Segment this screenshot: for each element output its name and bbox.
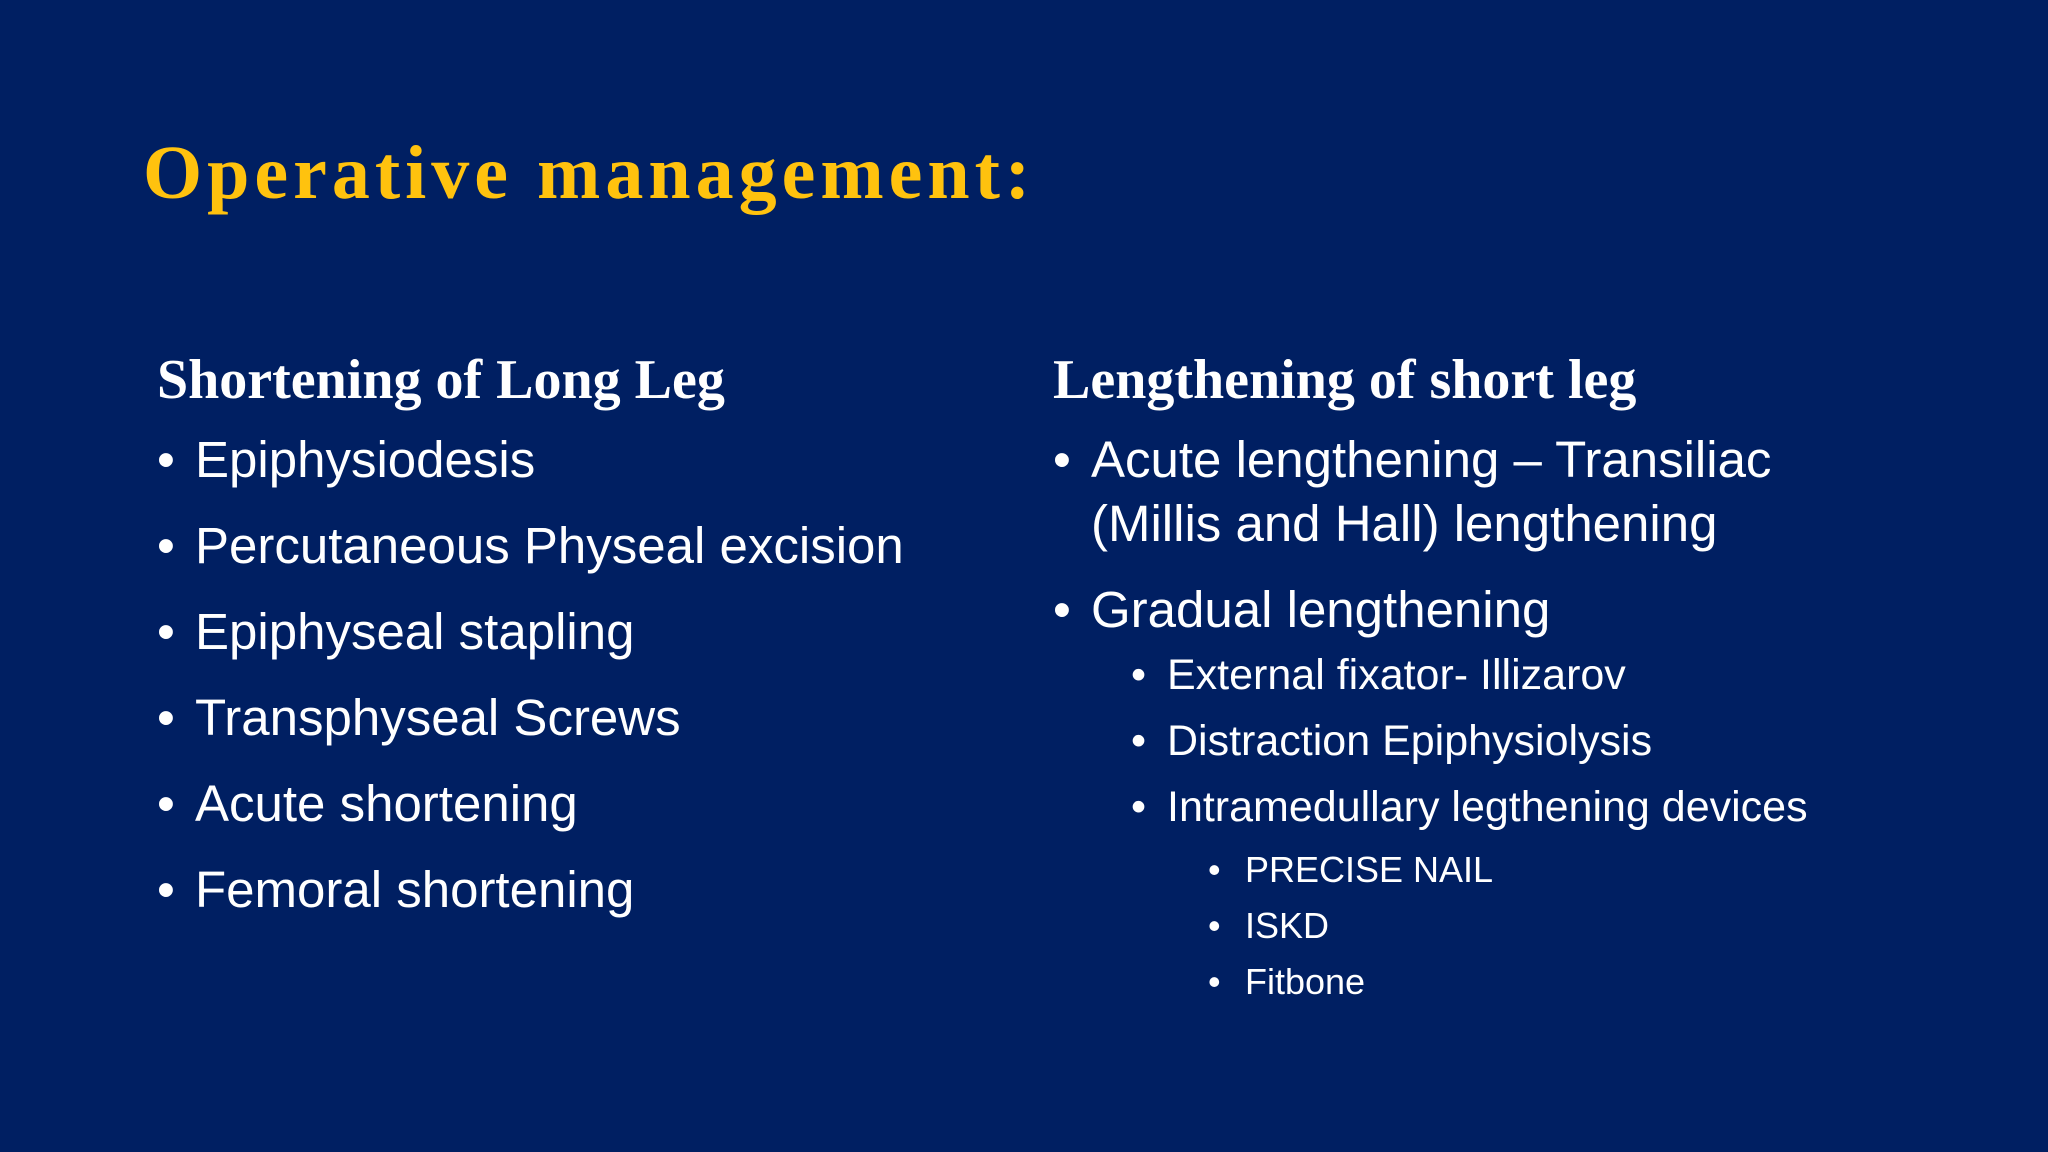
right-column-heading: Lengthening of short leg	[1053, 349, 1637, 411]
bullet-icon: •	[1131, 651, 1147, 699]
left-column-heading: Shortening of Long Leg	[157, 349, 725, 411]
list-item-text: Fitbone	[1245, 961, 1366, 1002]
list-item	[1131, 716, 1808, 766]
bullet-icon: •	[1131, 783, 1147, 831]
bullet-icon: •	[157, 517, 175, 574]
slide-title: Operative management:	[143, 131, 1036, 215]
list-item-text: External fixator- Illizarov	[1167, 651, 1626, 699]
bullet-icon: •	[1053, 581, 1071, 638]
list-item	[157, 602, 904, 662]
list-item-text: Percutaneous Physeal excision	[195, 517, 904, 574]
list-item-text: Acute shortening	[195, 775, 578, 832]
bullet-icon: •	[1208, 905, 1221, 946]
list-item-text: Epiphyseal stapling	[195, 603, 635, 660]
left-column-list	[157, 430, 904, 946]
list-item	[157, 516, 904, 576]
list-item	[1208, 960, 1493, 1004]
list-item-text: Femoral shortening	[195, 861, 635, 918]
list-item-text: Gradual lengthening	[1091, 581, 1551, 638]
gradual-sub-list	[1131, 650, 1808, 848]
bullet-icon: •	[157, 603, 175, 660]
list-item-text: Transphyseal Screws	[195, 689, 681, 746]
list-item	[157, 430, 904, 490]
list-item	[1208, 904, 1493, 948]
bullet-icon: •	[157, 861, 175, 918]
list-item	[157, 688, 904, 748]
list-item	[1131, 782, 1808, 832]
list-item	[157, 860, 904, 920]
bullet-icon: •	[157, 775, 175, 832]
list-item-text: ISKD	[1245, 905, 1330, 946]
list-item	[157, 774, 904, 834]
list-item	[1208, 848, 1493, 892]
bullet-icon: •	[157, 431, 175, 488]
list-item	[1053, 578, 1550, 642]
list-item-text: Distraction Epiphysiolysis	[1167, 717, 1653, 765]
right-column-list-acute	[1053, 428, 1771, 556]
list-item	[1131, 650, 1808, 700]
list-item-text-line1: Acute lengthening – Transiliac	[1091, 431, 1772, 488]
list-item	[1053, 428, 1771, 556]
bullet-icon: •	[1208, 849, 1221, 890]
device-sub-list	[1208, 848, 1493, 1016]
right-column-list-gradual	[1053, 578, 1550, 642]
list-item-text: Intramedullary legthening devices	[1167, 783, 1808, 831]
bullet-icon: •	[1053, 431, 1071, 488]
list-item-text-line2: (Millis and Hall) lengthening	[1091, 495, 1718, 552]
list-item-text: Epiphysiodesis	[195, 431, 536, 488]
bullet-icon: •	[157, 689, 175, 746]
list-item-text: PRECISE NAIL	[1245, 849, 1494, 890]
bullet-icon: •	[1208, 961, 1221, 1002]
bullet-icon: •	[1131, 717, 1147, 765]
